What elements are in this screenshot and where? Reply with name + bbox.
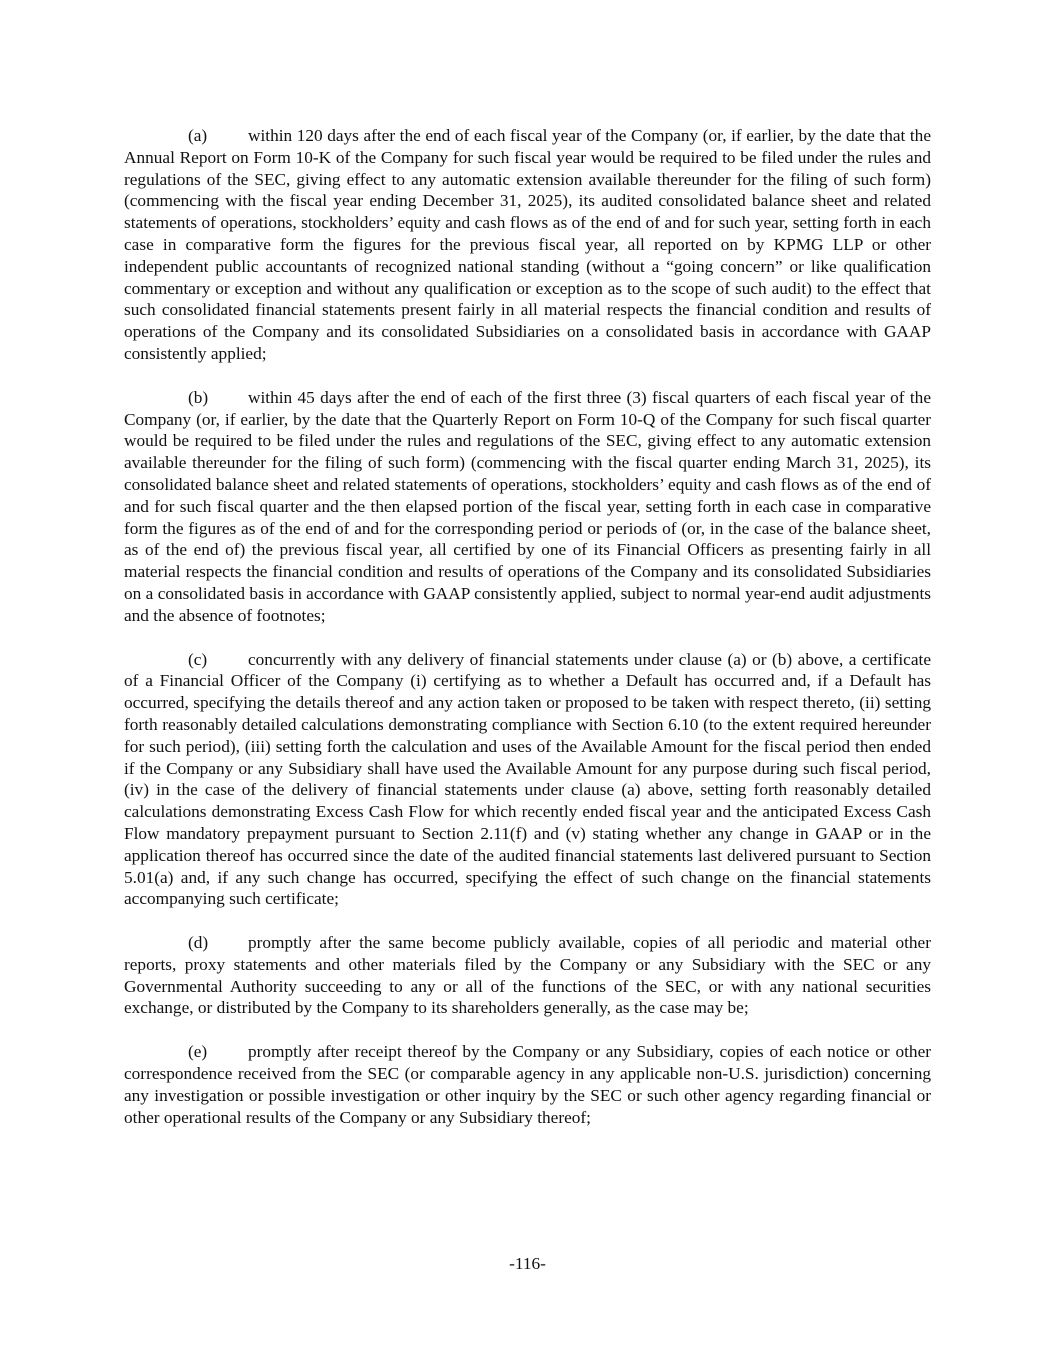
paragraph-label: (e): [188, 1042, 208, 1062]
paragraph-label: (b): [188, 387, 209, 407]
paragraph-b: [124, 387, 931, 627]
paragraph-text: within 120 days after the end of each fiscal year of the Company (or, if earlier, by the date that the Annual Report on Form 10-K of the Company for such fiscal year would be required to be filed under the rules and regulations of the SEC, giving effect to any automatic extension available thereunder for the filing of such form) (commencing with the fiscal year ending December 31, 2025), its audited consolidated balance sheet and related statements of operations, stockholders’ equity and cash flows as of the end of and for such year, setting forth in each case in comparative form the figures for the previous fiscal year, all reported on by KPMG LLP or other independent public accountants of recognized national standing (without a “going concern” or like qualification commentary or exception and without any qualification or exception as to the scope of such audit) to the effect that such consolidated financial statements present fairly in all material respects the financial condition and results of operations of the Company and its consolidated Subsidiaries on a consolidated basis in accordance with GAAP consistently applied;: [124, 126, 931, 363]
paragraph-e: [124, 1041, 931, 1128]
paragraph-label: (d): [188, 933, 209, 953]
paragraph-text: promptly after receipt thereof by the Company or any Subsidiary, copies of each notice or other correspondence received from the SEC (or comparable agency in any applicable non-U.S. jurisdiction) concerning any investigation or possible investigation or other inquiry by the SEC or such other agency regarding financial or other operational results of the Company or any Subsidiary thereof;: [124, 1042, 931, 1127]
paragraph-text: promptly after the same become publicly available, copies of all periodic and material other reports, proxy statements and other materials filed by the Company or any Subsidiary with the SEC or any Governmental Authority succeeding to any or all of the functions of the SEC, or with any national securities exchange, or distributed by the Company to its shareholders generally, as the case may be;: [124, 933, 931, 1018]
paragraph-text: concurrently with any delivery of financial statements under clause (a) or (b) above, a certificate of a Financial Officer of the Company (i) certifying as to whether a Default has occurred and, if a Default has occurred, specifying the details thereof and any action taken or proposed to be taken with respect thereto, (ii) setting forth reasonably detailed calculations demonstrating compliance with Section 6.10 (to the extent required hereunder for such period), (iii) setting forth the calculation and uses of the Available Amount for the fiscal period then ended if the Company or any Subsidiary shall have used the Available Amount for any purpose during such fiscal period, (iv) in the case of the delivery of financial statements under clause (a) above, setting forth reasonably detailed calculations demonstrating Excess Cash Flow for which recently ended fiscal year and the anticipated Excess Cash Flow mandatory prepayment pursuant to Section 2.11(f) and (v) stating whether any change in GAAP or in the application thereof has occurred since the date of the audited financial statements last delivered pursuant to Section 5.01(a) and, if any such change has occurred, specifying the effect of such change on the financial statements accompanying such certificate;: [124, 649, 931, 909]
paragraph-a: [124, 125, 931, 365]
document-body: [124, 125, 931, 1150]
paragraph-d: [124, 932, 931, 1019]
paragraph-label: (a): [188, 126, 208, 145]
paragraph-label: (c): [188, 649, 208, 669]
paragraph-c: [124, 649, 931, 911]
paragraph-text: within 45 days after the end of each of the first three (3) fiscal quarters of each fiscal year of the Company (or, if earlier, by the date that the Quarterly Report on Form 10-Q of the Company for such fiscal quarter would be required to be filed under the rules and regulations of the SEC, giving effect to any automatic extension available thereunder for the filing of such form) (commencing with the fiscal quarter ending March 31, 2025), its consolidated balance sheet and related statements of operations, stockholders’ equity and cash flows as of the end of and for such fiscal quarter and the then elapsed portion of the fiscal year, setting forth in each case in comparative form the figures as of the end of and for the corresponding period or periods of (or, in the case of the balance sheet, as of the end of) the previous fiscal year, all certified by one of its Financial Officers as presenting fairly in all material respects the financial condition and results of operations of the Company and its consolidated Subsidiaries on a consolidated basis in accordance with GAAP consistently applied, subject to normal year-end audit adjustments and the absence of footnotes;: [124, 387, 931, 625]
page-number: -116-: [509, 1254, 546, 1273]
